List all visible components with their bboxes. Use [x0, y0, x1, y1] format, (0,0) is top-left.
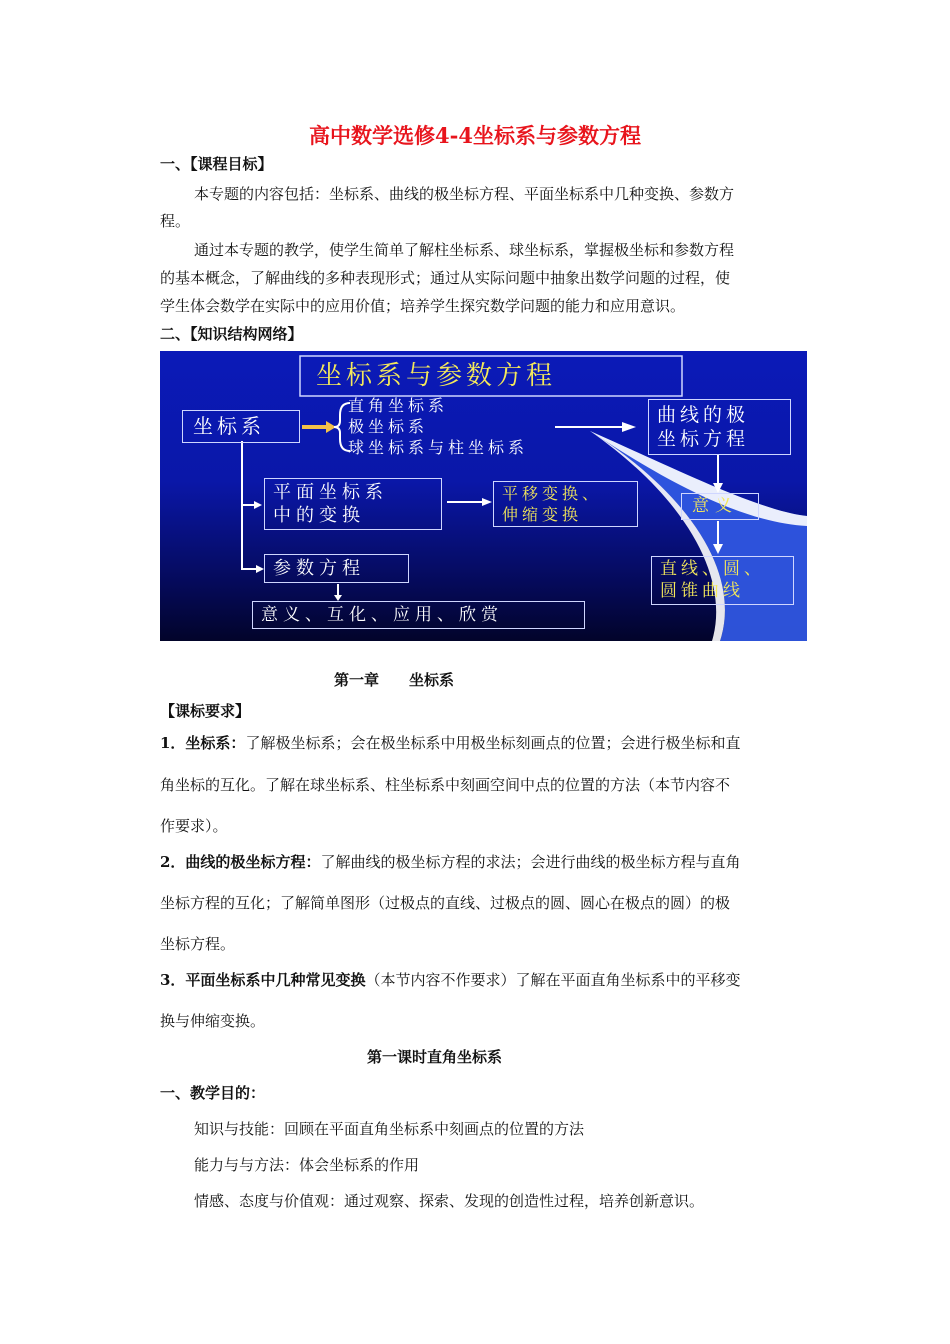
knowledge-structure-heading: 二、【知识结构网络】 — [160, 325, 303, 343]
req-item2-line2: 坐标方程的互化；了解简单图形（过极点的直线、过极点的圆、圆心在极点的圆）的极 — [160, 894, 731, 912]
usage-label: 意义、互化、应用、欣赏 — [261, 605, 503, 625]
req-item2-line3: 坐标方程。 — [160, 935, 236, 953]
conic-line1: 直线、圆、 — [660, 559, 765, 579]
course-goal-para2-line2: 的基本概念，了解曲线的多种表现形式；通过从实际问题中抽象出数学问题的过程，使 — [160, 269, 731, 287]
course-goal-para1-line2: 程。 — [160, 212, 191, 230]
coord-box — [182, 410, 300, 443]
diagram-title: 坐标系与参数方程 — [316, 361, 557, 391]
req-item1-line3: 作要求）。 — [160, 817, 228, 835]
lesson1-heading: 第一课时直角坐标系 — [367, 1048, 503, 1066]
goal-ability: 能力与与方法：体会坐标系的作用 — [194, 1156, 420, 1174]
req-item1-line1 — [160, 732, 740, 754]
param-label: 参数方程 — [273, 558, 365, 579]
curve-polar-line1: 曲线的极 — [657, 404, 750, 426]
plane-line1: 平面坐标系 — [273, 482, 388, 503]
req-item1-text: 了解极坐标系；会在极坐标系中用极坐标刻画点的位置；会进行极坐标和直 — [245, 734, 741, 752]
curve-polar-line2: 坐标方程 — [657, 428, 750, 450]
course-goal-heading: 一、【课程目标】 — [160, 155, 273, 173]
goal-knowledge: 知识与技能：回顾在平面直角坐标系中刻画点的位置的方法 — [194, 1120, 585, 1138]
req-item3-line1 — [160, 969, 740, 991]
req-item3-text: （本节内容不作要求）了解在平面直角坐标系中的平移变 — [365, 971, 741, 989]
chapter1-heading: 第一章 坐标系 — [334, 671, 455, 689]
goal-attitude: 情感、态度与价值观：通过观察、探索、发现的创造性过程，培养创新意识。 — [194, 1192, 705, 1210]
translate-scale-box — [493, 481, 638, 527]
document-title: 高中数学选修4-4坐标系与参数方程 — [309, 123, 641, 148]
rect-coord-label: 直角坐标系 — [348, 396, 449, 415]
meaning-box — [681, 493, 759, 520]
sphere-cyl-label: 球坐标系与柱坐标系 — [348, 438, 529, 457]
plane-transform-box — [264, 478, 442, 530]
course-goal-para1-line1: 本专题的内容包括：坐标系、曲线的极坐标方程、平面坐标系中几种变换、参数方 — [194, 185, 735, 203]
transform-line1: 平移变换、 — [502, 484, 603, 503]
coord-label: 坐标系 — [193, 414, 265, 438]
req-item3-label: 3．平面坐标系中几种常见变换 — [160, 971, 366, 989]
knowledge-structure-diagram — [160, 351, 807, 641]
curriculum-req-heading: 【课标要求】 — [160, 702, 251, 720]
conic-box — [651, 556, 794, 605]
course-goal-para2-line3: 学生体会数学在实际中的应用价值；培养学生探究数学问题的能力和应用意识。 — [160, 297, 686, 315]
meaning-label: 意义 — [692, 496, 738, 516]
transform-line2: 伸缩变换 — [502, 505, 583, 524]
plane-line2: 中的变换 — [273, 505, 365, 526]
conic-line2: 圆锥曲线 — [660, 581, 744, 601]
req-item3-line2: 换与伸缩变换。 — [160, 1012, 266, 1030]
req-item2-text: 了解曲线的极坐标方程的求法；会进行曲线的极坐标方程与直角 — [320, 853, 741, 871]
teaching-goal-heading: 一、教学目的： — [160, 1084, 266, 1102]
usage-box — [252, 601, 585, 629]
req-item1-line2: 角坐标的互化。了解在球坐标系、柱坐标系中刻画空间中点的位置的方法（本节内容不 — [160, 776, 731, 794]
curve-polar-box — [648, 399, 791, 455]
req-item2-label: 2．曲线的极坐标方程： — [160, 853, 321, 871]
course-goal-para2-line1: 通过本专题的教学，使学生简单了解柱坐标系、球坐标系，掌握极坐标和参数方程 — [194, 241, 735, 259]
req-item2-line1 — [160, 851, 740, 873]
param-box — [264, 554, 409, 583]
polar-coord-label: 极坐标系 — [348, 417, 429, 436]
req-item1-label: 1．坐标系： — [160, 734, 246, 752]
